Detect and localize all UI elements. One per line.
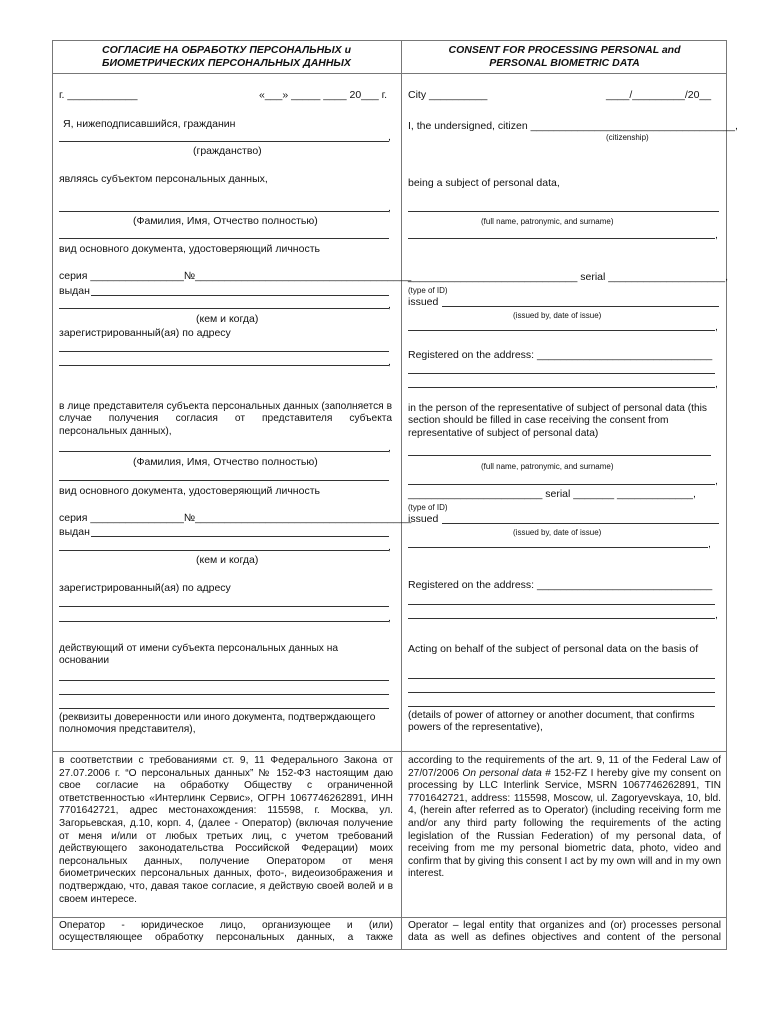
en-representative-text: in the person of the representative of subject of personal data (this section should be filled in case receiving the consent from representative of subject of personal data)	[408, 403, 708, 439]
ru-registered: зарегистрированный(ая) по адресу	[59, 327, 231, 339]
ru-date-field[interactable]: «___» _____ ____ 20___ г.	[259, 89, 388, 101]
ru-rep-name-line[interactable]	[59, 451, 389, 452]
en-serial-field[interactable]: _____________________________ serial ____________________,	[408, 271, 728, 283]
ru-citizenship-line[interactable]	[59, 141, 389, 142]
en-registered-field[interactable]: Registered on the address: ______________________________	[408, 349, 713, 361]
ru-city-field[interactable]: г. ____________	[59, 89, 138, 101]
ru-address-line-3[interactable]	[59, 606, 389, 607]
ru-comma-2: ,	[388, 202, 391, 214]
en-citizenship-caption: (citizenship)	[606, 133, 649, 142]
en-law-title: On personal data	[462, 767, 542, 779]
en-operator-text: Operator – legal entity that organizes and (or) processes personal data as well as defines objectives and content of the personal	[408, 920, 721, 944]
ru-doc-type-2: вид основного документа, удостоверяющий личность	[59, 485, 320, 497]
en-subject: being a subject of personal data,	[408, 177, 560, 189]
en-serial-field-2[interactable]: _______________________ serial _______ _____________,	[408, 488, 696, 500]
ru-law-text: в соответствии с требованиями ст. 9, 11 Федерального Закона от 27.07.2006 г. “О персональных данных” № 152-ФЗ настоящим даю свое согласие на обработку Обществу с ограниченной ответственностью «Интерлинк Сервис», ОГРН 1067746262891, ИНН 7701642721, адрес местонахождения: 115598, г. Москва, ул. Загорьевская, д.10, корп. 4, (далее - Оператор) (включая получение от меня и/или от любых третьих лиц, с учетом требований действующего законодательства Российской Федерации) моих персональных данных, получение Оператором от меня биометрических персональных данных, фото-, видеоизображения и подтверждаю, что, давая такое согласие, я действую своей волей и в своем интересе.	[59, 755, 393, 905]
en-address-line-1[interactable]	[408, 373, 715, 374]
ru-undersigned: Я, нижеподписавшийся, гражданин	[63, 118, 236, 130]
ru-issued-line-3[interactable]	[91, 536, 389, 537]
ru-title-line-1: СОГЛАСИЕ НА ОБРАБОТКУ ПЕРСОНАЛЬНЫХ и	[101, 44, 352, 56]
en-fullname-caption: (full name, patronymic, and surname)	[481, 217, 614, 226]
en-issued-by-caption-2: (issued by, date of issue)	[513, 528, 602, 537]
en-comma-2: ,	[715, 321, 718, 333]
ru-acting-text: действующий от имени субъекта персональных данных на основании	[59, 643, 339, 667]
ru-issued-line-4[interactable]	[59, 550, 389, 551]
en-address-line-4[interactable]	[408, 618, 715, 619]
ru-basis-line-3[interactable]	[59, 708, 389, 709]
en-comma-6: ,	[715, 609, 718, 621]
en-issued-line-2[interactable]	[408, 330, 715, 331]
en-issued-by-caption: (issued by, date of issue)	[513, 311, 602, 320]
en-rep-name-line[interactable]	[408, 455, 711, 456]
en-comma-4: ,	[715, 475, 718, 487]
en-city-field[interactable]: City __________	[408, 89, 488, 101]
ru-doc-type: вид основного документа, удостоверяющий личность	[59, 243, 320, 255]
en-issued-label-2: issued	[408, 513, 439, 525]
en-type-of-id-caption-2: (type of ID)	[408, 503, 448, 512]
en-date-field[interactable]: ____/_________/20__	[606, 89, 712, 101]
en-law-text-a: according to the requirements of the art. 9, 11 of the Federal Law of 27/07/2006	[408, 755, 721, 779]
en-undersigned-field[interactable]: I, the undersigned, citizen ___________________________________,	[408, 120, 738, 132]
section-divider-2	[52, 917, 727, 918]
ru-fullname-line[interactable]	[59, 211, 389, 212]
ru-series-field-2[interactable]: серия ________________№_____________________________________	[59, 512, 412, 524]
header-divider	[52, 73, 727, 74]
ru-address-line-2[interactable]	[59, 365, 389, 366]
ru-by-when-caption: (кем и когда)	[196, 313, 259, 325]
ru-issued-label-2: выдан	[59, 526, 90, 538]
en-type-of-id-caption: (type of ID)	[408, 286, 448, 295]
ru-subject: являясь субъектом персональных данных,	[59, 173, 268, 185]
ru-details-text: (реквизиты доверенности или иного документа, подтверждающего полномочия представителя),	[59, 712, 376, 736]
en-acting-text: Acting on behalf of the subject of personal data on the basis of	[408, 643, 699, 655]
column-divider	[401, 40, 402, 950]
en-title-line-1: CONSENT FOR PROCESSING PERSONAL and	[448, 44, 681, 56]
en-rep-name-line-2[interactable]	[408, 484, 715, 485]
en-fullname-line-2[interactable]	[408, 238, 715, 239]
en-basis-line-1[interactable]	[408, 678, 715, 679]
en-basis-line-3[interactable]	[408, 706, 715, 707]
ru-issued-line[interactable]	[91, 295, 389, 296]
ru-comma-6: ,	[388, 541, 391, 553]
ru-registered-2: зарегистрированный(ая) по адресу	[59, 582, 231, 594]
en-comma-3: ,	[715, 378, 718, 390]
en-law-text-b: # 152-FZ I hereby give my consent on processing by LLC Interlink Service, MSRN 1067746262891, TIN 7701642721, address: 115598, Moscow, ul. Zagoryevskaya, 10, bld. 4, (herein after referred as to Operator) (including receiving form me and/or any third party following the requirements of the acting legislation of the Russian Federation) of my personal data, of receiving from me my personal biometric data, photo, video and confirm that by giving this consent I act by my own will and in my own interest.	[408, 767, 721, 880]
en-basis-line-2[interactable]	[408, 692, 715, 693]
ru-citizenship-caption: (гражданство)	[193, 145, 262, 157]
ru-fullname-caption: (Фамилия, Имя, Отчество полностью)	[133, 215, 318, 227]
en-issued-line-4[interactable]	[408, 547, 708, 548]
en-title-line-2: PERSONAL BIOMETRIC DATA	[489, 57, 640, 69]
ru-operator-text: Оператор - юридическое лицо, организующее и (или) осуществляющее обработку персональных данных, а также	[59, 920, 393, 944]
en-title	[402, 44, 727, 70]
section-divider	[52, 751, 727, 752]
en-address-line-3[interactable]	[408, 604, 715, 605]
en-details-text: (details of power of attorney or another document, that confirms powers of the representative),	[408, 710, 695, 734]
ru-issued-line-2[interactable]	[59, 308, 389, 309]
ru-series-field[interactable]: серия ________________№_____________________________________	[59, 270, 412, 282]
ru-comma-3: ,	[388, 299, 391, 311]
ru-comma: ,	[388, 131, 391, 143]
ru-comma-5: ,	[388, 442, 391, 454]
en-comma-5: ,	[708, 538, 711, 550]
en-law-text	[408, 755, 721, 881]
ru-fullname-caption-2: (Фамилия, Имя, Отчество полностью)	[133, 456, 318, 468]
ru-address-line-1[interactable]	[59, 351, 389, 352]
ru-title	[52, 44, 401, 70]
ru-basis-line-2[interactable]	[59, 694, 389, 695]
ru-basis-line-1[interactable]	[59, 680, 389, 681]
ru-issued-label: выдан	[59, 285, 90, 297]
en-fullname-line[interactable]	[408, 211, 719, 212]
en-address-line-2[interactable]	[408, 387, 715, 388]
en-fullname-caption-2: (full name, patronymic, and surname)	[481, 462, 614, 471]
ru-by-when-caption-2: (кем и когда)	[196, 554, 259, 566]
en-issued-line[interactable]	[442, 306, 719, 307]
ru-representative-text: в лице представителя субъекта персональных данных (заполняется в случае получения согласия от представителя субъекта персональных данных),	[59, 401, 392, 437]
ru-title-line-2: БИОМЕТРИЧЕСКИХ ПЕРСОНАЛЬНЫХ ДАННЫХ	[102, 57, 351, 69]
en-comma: ,	[715, 229, 718, 241]
ru-rep-name-line-2[interactable]	[59, 480, 389, 481]
ru-address-line-4[interactable]	[59, 621, 389, 622]
ru-fullname-line-2[interactable]	[59, 238, 389, 239]
en-issued-label: issued	[408, 296, 439, 308]
ru-comma-7: ,	[388, 612, 391, 624]
en-issued-line-3[interactable]	[442, 523, 719, 524]
ru-comma-4: ,	[388, 356, 391, 368]
en-registered-field-2[interactable]: Registered on the address: ______________________________	[408, 579, 713, 591]
